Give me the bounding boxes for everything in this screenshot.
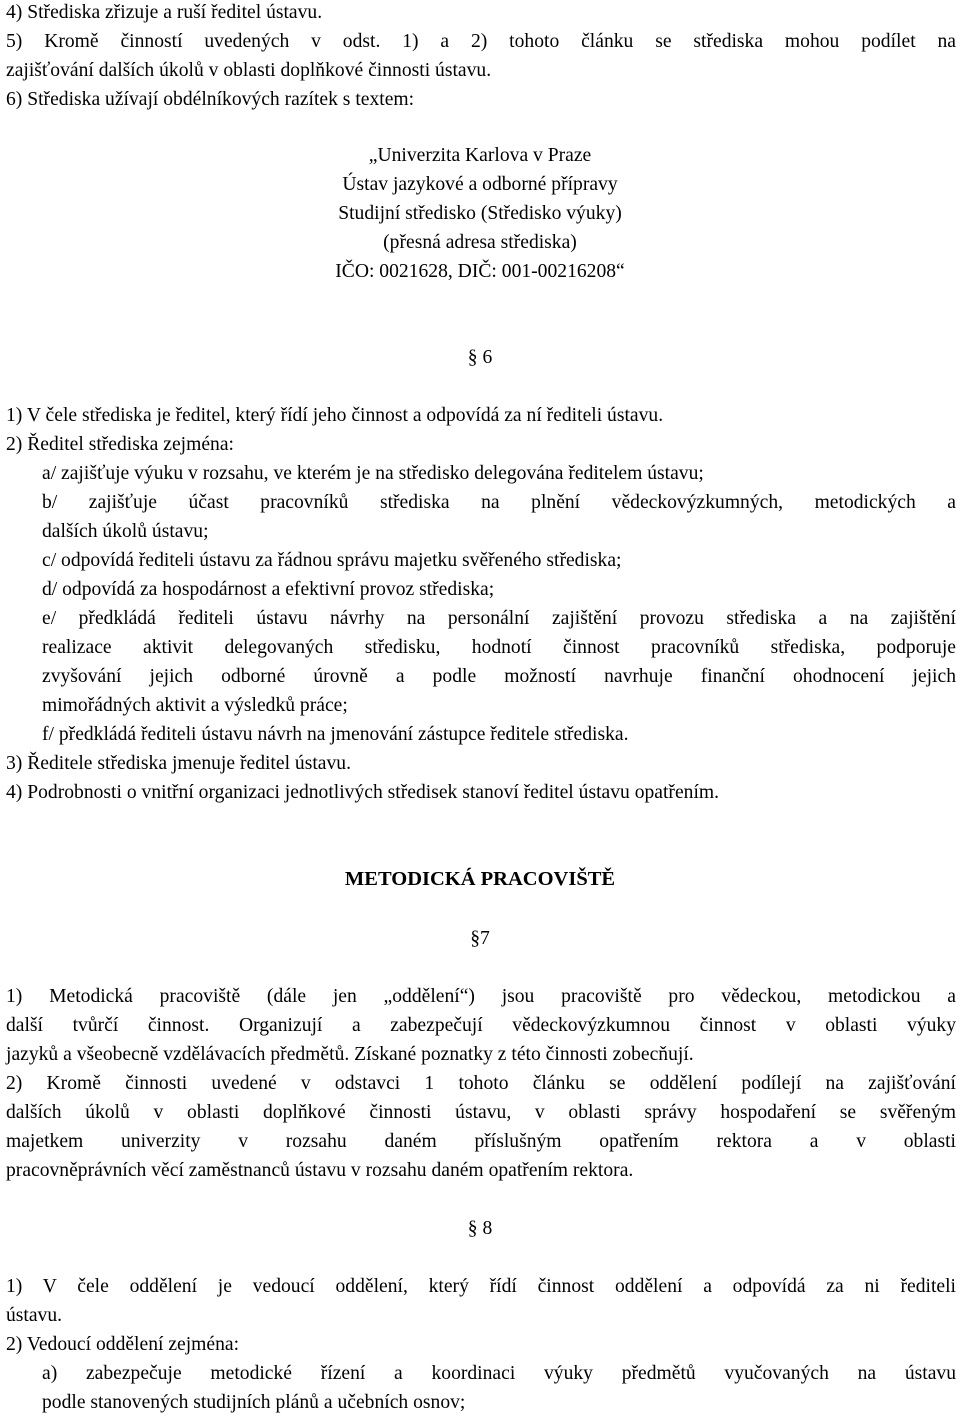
- section-number: § 8: [467, 1218, 493, 1239]
- paragraph-line: pracovněprávních věcí zaměstnanců ústavu v rozsahu daném opatřením rektora.: [6, 1160, 634, 1181]
- paragraph-line: 5) Kromě činností uvedených v odst. 1) a 2) tohoto článku se střediska mohou podílet na: [6, 31, 956, 52]
- paragraph-line: 4) Podrobnosti o vnitřní organizaci jednotlivých středisek stanoví ředitel ústavu opatřením.: [6, 782, 720, 803]
- stamp-text-line: (přesná adresa střediska): [383, 232, 577, 253]
- paragraph-line: majetkem univerzity v rozsahu daném příslušným opatřením rektora a v oblasti: [6, 1131, 956, 1152]
- list-item-line: c/ odpovídá řediteli ústavu za řádnou správu majetku svěřeného střediska;: [42, 550, 622, 571]
- paragraph-line: 6) Střediska užívají obdélníkových razítek s textem:: [6, 89, 415, 110]
- paragraph-line: 4) Střediska zřizuje a ruší ředitel ústavu.: [6, 2, 323, 23]
- stamp-text-line: IČO: 0021628, DIČ: 001-00216208“: [335, 261, 625, 282]
- paragraph-line: 1) Metodická pracoviště (dále jen „oddělení“) jsou pracoviště pro vědeckou, metodickou a: [6, 986, 956, 1007]
- paragraph-line: zajišťování dalších úkolů v oblasti doplňkové činnosti ústavu.: [6, 60, 492, 81]
- paragraph-line: další tvůrčí činnost. Organizují a zabezpečují vědeckovýzkumnou činnost v oblasti výuky: [6, 1015, 956, 1036]
- paragraph-line: dalších úkolů v oblasti doplňkové činnosti ústavu, v oblasti správy hospodaření se svěřeným: [6, 1102, 956, 1123]
- stamp-text-line: Ústav jazykové a odborné přípravy: [342, 174, 618, 195]
- list-item-line: a) zabezpečuje metodické řízení a koordinaci výuky předmětů vyučovaných na ústavu: [42, 1363, 956, 1384]
- section-number: §7: [470, 928, 490, 949]
- section-number: § 6: [467, 347, 493, 368]
- list-item-line: mimořádných aktivit a výsledků práce;: [42, 695, 348, 716]
- list-item-line: d/ odpovídá za hospodárnost a efektivní provoz střediska;: [42, 579, 495, 600]
- list-item-line: f/ předkládá řediteli ústavu návrh na jmenování zástupce ředitele střediska.: [42, 724, 629, 745]
- paragraph-line: 2) Kromě činnosti uvedené v odstavci 1 tohoto článku se oddělení podílejí na zajišťování: [6, 1073, 956, 1094]
- stamp-text-line: „Univerzita Karlova v Praze: [368, 145, 592, 166]
- list-item-line: e/ předkládá řediteli ústavu návrhy na personální zajištění provozu střediska a na zajištění: [42, 608, 956, 629]
- paragraph-line: jazyků a všeobecně vzdělávacích předmětů. Získané poznatky z této činnosti zobecňují.: [6, 1044, 694, 1065]
- list-item-line: podle stanovených studijních plánů a učebních osnov;: [42, 1392, 466, 1413]
- paragraph-line: 1) V čele střediska je ředitel, který řídí jeho činnost a odpovídá za ní řediteli ústavu.: [6, 405, 664, 426]
- list-item-line: b/ zajišťuje účast pracovníků střediska na plnění vědeckovýzkumných, metodických a: [42, 492, 956, 513]
- paragraph-line: ústavu.: [6, 1305, 63, 1326]
- list-item-line: realizace aktivit delegovaných středisku, hodnotí činnost pracovníků střediska, podporuje: [42, 637, 956, 658]
- list-item-line: zvyšování jejich odborné úrovně a podle možností navrhuje finanční ohodnocení jejich: [42, 666, 956, 687]
- section-heading: METODICKÁ PRACOVIŠTĚ: [344, 868, 616, 890]
- paragraph-line: 2) Ředitel střediska zejména:: [6, 434, 234, 455]
- paragraph-line: 1) V čele oddělení je vedoucí oddělení, který řídí činnost oddělení a odpovídá za ni řediteli: [6, 1276, 956, 1297]
- paragraph-line: 3) Ředitele střediska jmenuje ředitel ústavu.: [6, 753, 351, 774]
- list-item-line: dalších úkolů ústavu;: [42, 521, 209, 542]
- list-item-line: a/ zajišťuje výuku v rozsahu, ve kterém je na středisko delegována ředitelem ústavu;: [42, 463, 704, 484]
- paragraph-line: 2) Vedoucí oddělení zejména:: [6, 1334, 240, 1355]
- stamp-text-line: Studijní středisko (Středisko výuky): [338, 203, 622, 224]
